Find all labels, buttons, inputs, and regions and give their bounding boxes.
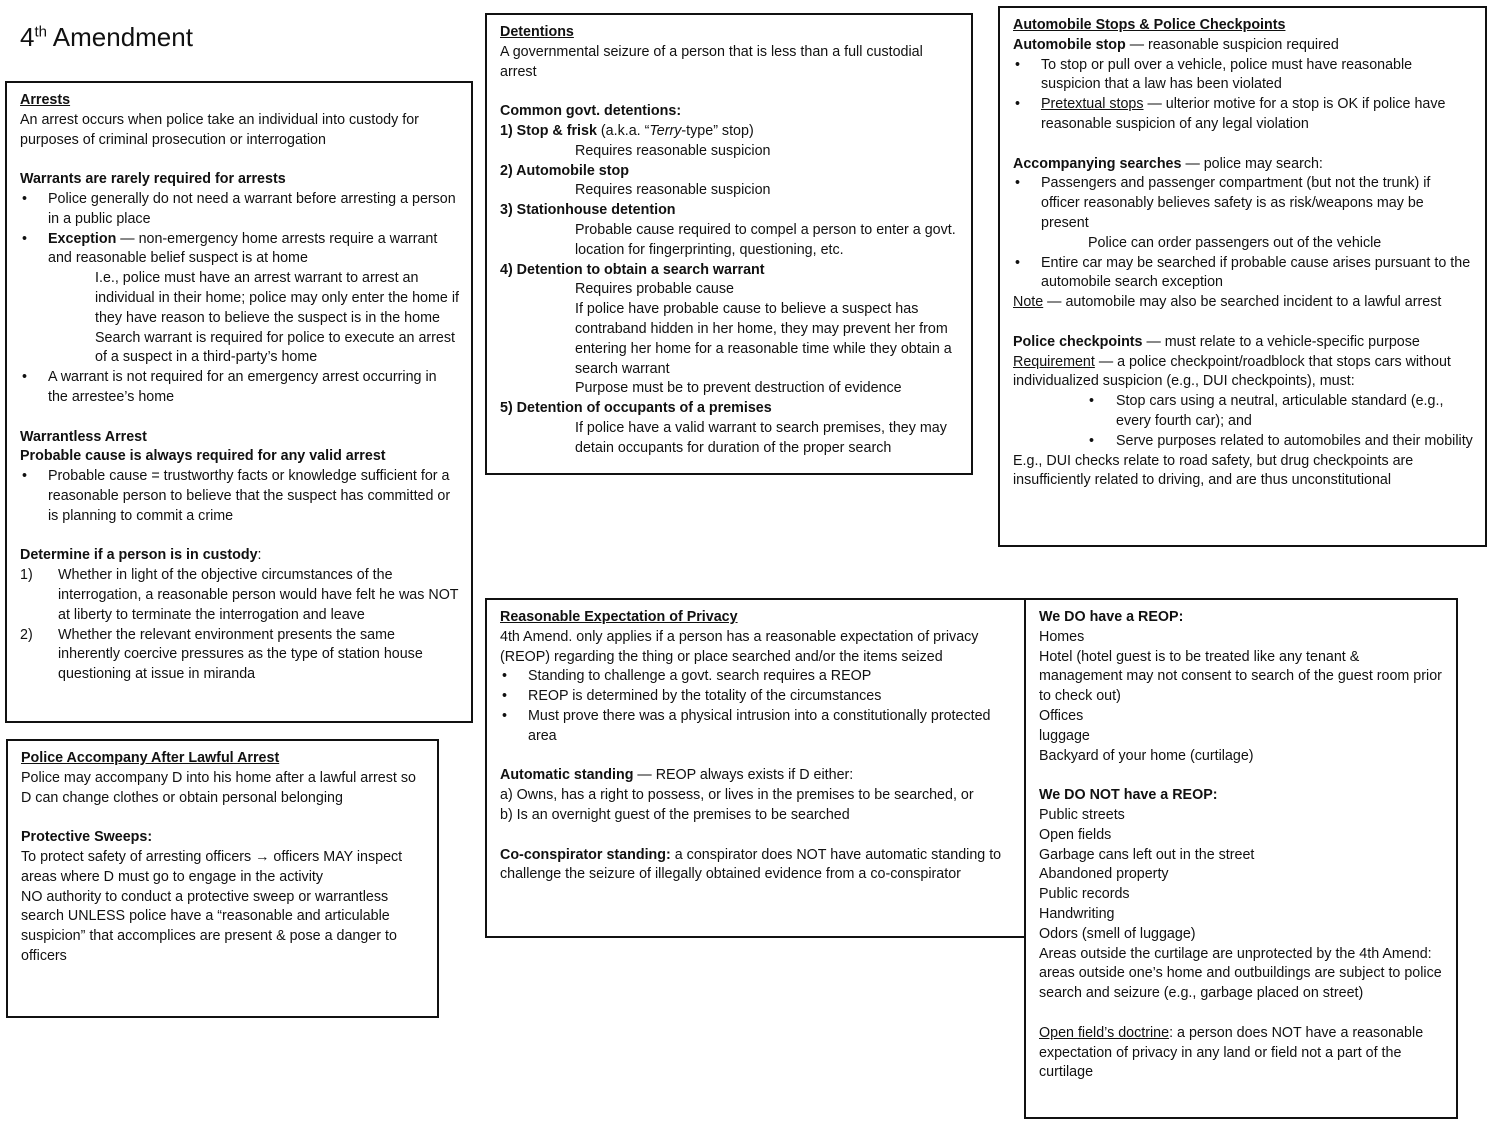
text-line [20, 546, 459, 566]
text-line [500, 162, 959, 182]
text-line [1013, 155, 1473, 175]
spacer [500, 747, 1012, 767]
text-line [20, 170, 459, 190]
automobile-stops-box [998, 6, 1487, 547]
emphasis-text: Requirement [1013, 353, 1095, 370]
text-line [500, 201, 959, 221]
text-line [20, 428, 459, 448]
body-text: — REOP always exists if D either: [633, 767, 854, 784]
text-line [21, 888, 425, 967]
section-heading: Automobile Stops & Police Checkpoints [1013, 17, 1286, 33]
body-text: Passengers and passenger compartment (but not the trunk) if officer reasonably believes safety is as risk/weapons may be present [1041, 175, 1431, 231]
body-text: -type” stop) [681, 122, 754, 139]
emphasis-text: Exception [48, 230, 117, 247]
text-line [1013, 234, 1473, 254]
text-line [1039, 727, 1444, 747]
bullet-item [500, 667, 1012, 687]
body-text: Police generally do not need a warrant before arresting a person in a public place [48, 190, 456, 227]
body-text: Whether the relevant environment presents the same inherently coercive pressures as the type of station house questioning at issue in miranda [58, 626, 423, 683]
body-text: Search warrant is required for police to execute an arrest of a suspect in a third-party’s home [95, 329, 455, 366]
body-text: Areas outside the curtilage are unprotected by the 4th Amend: areas outside one’s home and outbuildings are subject to police search and seizure (e.g., garbage placed on street) [1039, 945, 1442, 1002]
text-line [500, 142, 959, 162]
body-text: I.e., police must have an arrest warrant to arrest an individual in their home; police may only enter the home if they have reason to believe the suspect is in the home [95, 270, 459, 326]
emphasis-text: Note [1013, 294, 1044, 311]
emphasis-text: Police checkpoints [1013, 333, 1143, 350]
text-line [1013, 36, 1473, 56]
body-text: Probable cause = trustworthy facts or knowledge sufficient for a reasonable person to believe that the suspect has committed or is planning to commit a crime [48, 468, 451, 524]
text-line [1039, 885, 1444, 905]
body-text: a conspirator does NOT have automatic standing to challenge the seizure of illegally obtained evidence from a co-conspirator [500, 846, 1002, 883]
text-line [21, 749, 425, 769]
bullet-item [1013, 56, 1473, 96]
body-text: Requires reasonable suspicion [575, 182, 771, 199]
body-text: Police can order passengers out of the vehicle [1088, 234, 1382, 251]
spacer [1039, 1004, 1444, 1024]
emphasis-text: 4) Detention to obtain a search warrant [500, 261, 765, 278]
text-line [20, 447, 459, 467]
text-line [500, 628, 1012, 668]
bullet-item [500, 707, 1012, 747]
text-line [1039, 608, 1444, 628]
emphasis-text: Co-conspirator standing: [500, 846, 671, 863]
text-line [500, 766, 1012, 786]
body-text: Garbage cans left out in the street [1039, 846, 1255, 863]
text-line [500, 379, 959, 399]
spacer [500, 826, 1012, 846]
text-line [500, 300, 959, 379]
text-line [1013, 293, 1473, 313]
body-text: REOP is determined by the totality of the circumstances [528, 688, 882, 705]
section-heading: Detentions [500, 24, 574, 40]
emphasis-text: 3) Stationhouse detention [500, 202, 676, 219]
text-line [500, 261, 959, 281]
text-line [1039, 707, 1444, 727]
body-text: Offices [1039, 707, 1084, 724]
text-line [21, 848, 425, 888]
body-text: — automobile may also be searched incident to a lawful arrest [1043, 294, 1442, 311]
body-text: Entire car may be searched if probable cause arises pursuant to the automobile search exception [1041, 254, 1471, 291]
item-number: 2) [20, 626, 33, 643]
body-text: Purpose must be to prevent destruction of evidence [575, 380, 902, 397]
text-line [1039, 747, 1444, 767]
body-text: — must relate to a vehicle-specific purpose [1142, 333, 1420, 350]
body-text: : [257, 547, 262, 564]
body-text: Public records [1039, 886, 1130, 903]
emphasis-text: → [255, 848, 270, 865]
emphasis-text: 5) Detention of occupants of a premises [500, 400, 772, 417]
text-line [500, 181, 959, 201]
text-line [1039, 865, 1444, 885]
body-text: Public streets [1039, 806, 1125, 823]
text-line [1013, 333, 1473, 353]
text-line [20, 111, 459, 151]
body-text: A governmental seizure of a person that is less than a full custodial arrest [500, 43, 923, 80]
emphasis-text: 2) Automobile stop [500, 162, 629, 179]
body-text: Homes [1039, 628, 1085, 645]
body-text: Stop cars using a neutral, articulable standard (e.g., every fourth car); and [1116, 393, 1444, 429]
text-line [1039, 648, 1444, 707]
bullet-item [1013, 254, 1473, 294]
text-line [500, 786, 1012, 806]
bullet-item [1013, 432, 1473, 452]
body-text: a) Owns, has a right to possess, or lives in the premises to be searched, or [500, 787, 974, 804]
bullet-item [1013, 95, 1473, 135]
body-text: Police may accompany D into his home after a lawful arrest so D can change clothes or obtain personal belonging [21, 769, 416, 806]
body-text: officers MAY inspect areas where D must go to engage in the activity [21, 848, 403, 885]
body-text: Odors (smell of luggage) [1039, 925, 1196, 942]
bullet-item [20, 230, 459, 270]
text-line [1013, 16, 1473, 36]
numbered-item [20, 566, 459, 625]
emphasis-text: We DO NOT have a REOP: [1039, 787, 1218, 804]
body-text: Abandoned property [1039, 866, 1169, 883]
body-text: If police have probable cause to believe a suspect has contraband hidden in her home, they may prevent her from entering her home for a reasonable time while they obtain a search warrant [575, 301, 952, 377]
text-line [500, 280, 959, 300]
title-superscript: th [34, 23, 47, 41]
page-title [20, 22, 193, 53]
body-text: — a police checkpoint/roadblock that stops cars without individualized suspicion (e.g., DUI checkpoints), must: [1013, 353, 1451, 390]
emphasis-text: Open field’s doctrine [1039, 1024, 1170, 1041]
spacer [1039, 766, 1444, 786]
spacer [20, 150, 459, 170]
emphasis-text: Automobile stop [1013, 36, 1126, 53]
text-line [1039, 945, 1444, 1004]
text-line [20, 91, 459, 111]
emphasis-text: Warrants are rarely required for arrests [20, 171, 286, 188]
bullet-item [1013, 392, 1473, 432]
bullet-item [20, 190, 459, 230]
text-line [1013, 452, 1473, 492]
text-line [21, 828, 425, 848]
emphasis-text: 1) Stop & frisk [500, 122, 597, 139]
body-text: Requires probable cause [575, 281, 734, 298]
text-line [1039, 806, 1444, 826]
emphasis-text: We DO have a REOP: [1039, 609, 1184, 625]
emphasis-text: Protective Sweeps: [21, 829, 153, 846]
body-text: To protect safety of arresting officers [21, 848, 256, 865]
body-text: An arrest occurs when police take an individual into custody for purposes of criminal prosecution or interrogation [20, 111, 419, 148]
body-text: Standing to challenge a govt. search requires a REOP [528, 668, 872, 685]
section-heading: Arrests [20, 92, 71, 108]
body-text: If police have a valid warrant to search premises, they may detain occupants for duration of the proper search [575, 419, 947, 456]
text-line [1039, 925, 1444, 945]
item-number: 1) [20, 567, 33, 584]
spacer [21, 808, 425, 828]
section-heading: Police Accompany After Lawful Arrest [21, 750, 280, 766]
body-text: b) Is an overnight guest of the premises to be searched [500, 806, 850, 823]
text-line [500, 43, 959, 83]
body-text: Requires reasonable suspicion [575, 142, 771, 159]
bullet-item [500, 687, 1012, 707]
body-text: A warrant is not required for an emergency arrest occurring in the arrestee’s home [48, 369, 437, 405]
spacer [20, 408, 459, 428]
reop-examples-box [1024, 598, 1458, 1119]
spacer [500, 82, 959, 102]
text-line [500, 102, 959, 122]
text-line [500, 419, 959, 459]
emphasis-text: Automatic standing [500, 767, 634, 784]
arrests-box [5, 81, 473, 723]
body-text: Probable cause required to compel a person to enter a govt. location for fingerprinting, questioning, etc. [575, 221, 956, 258]
emphasis-text: Determine if a person is in custody [20, 547, 258, 564]
numbered-item [20, 626, 459, 685]
text-line [1039, 826, 1444, 846]
body-text: (a.k.a. “ [596, 122, 650, 139]
text-line [500, 806, 1012, 826]
spacer [20, 527, 459, 547]
body-text: — non-emergency home arrests require a warrant and reasonable belief suspect is at home [48, 230, 438, 267]
body-text: — reasonable suspicion required [1125, 36, 1339, 53]
text-line [1039, 628, 1444, 648]
text-line [500, 23, 959, 43]
bullet-item [20, 467, 459, 526]
text-line [20, 329, 459, 369]
body-text: To stop or pull over a vehicle, police must have reasonable suspicion that a law has been violated [1041, 56, 1413, 93]
title-text-rest: Amendment [46, 22, 193, 52]
body-text: E.g., DUI checks relate to road safety, but drug checkpoints are insufficiently related to driving, and are thus unconstitutional [1013, 452, 1414, 489]
bullet-item [20, 368, 459, 408]
text-line [1039, 905, 1444, 925]
text-line [21, 769, 425, 809]
body-text: Serve purposes related to automobiles and their mobility [1116, 432, 1473, 449]
emphasis-text: Pretextual stops [1041, 96, 1144, 113]
text-line [500, 399, 959, 419]
text-line [1039, 1024, 1444, 1083]
section-heading: Reasonable Expectation of Privacy [500, 609, 738, 625]
emphasis-text: Common govt. detentions: [500, 103, 682, 120]
spacer [1013, 313, 1473, 333]
body-text: Handwriting [1039, 905, 1115, 922]
text-line [1039, 786, 1444, 806]
body-text: NO authority to conduct a protective sweep or warrantless search UNLESS police have a “reasonable and articulable suspicion” that accomplices are present & pose a danger to officers [21, 888, 397, 964]
police-accompany-box [6, 739, 439, 1018]
body-text: — police may search: [1181, 155, 1323, 172]
text-line [1013, 353, 1473, 393]
body-text: Whether in light of the objective circumstances of the interrogation, a reasonable person would have felt he was NOT at liberty to terminate the interrogation and leave [58, 567, 459, 623]
text-line [20, 269, 459, 328]
body-text: 4th Amend. only applies if a person has a reasonable expectation of privacy (REOP) regarding the thing or place searched and/or the items seized [500, 628, 979, 665]
spacer [1013, 135, 1473, 155]
body-text: Backyard of your home (curtilage) [1039, 747, 1254, 764]
text-line [500, 221, 959, 261]
emphasis-text: Accompanying searches [1013, 155, 1182, 172]
body-text: : a person does NOT have a reasonable expectation of privacy in any land or field not a part of the curtilage [1039, 1024, 1424, 1081]
body-text: Open fields [1039, 826, 1112, 843]
text-line [500, 846, 1012, 886]
detentions-box [485, 13, 973, 475]
body-text: Hotel (hotel guest is to be treated like any tenant & management may not consent to search of the guest room prior to check out) [1039, 648, 1442, 705]
title-text: 4 [20, 22, 35, 52]
emphasis-text: Terry [649, 122, 682, 139]
body-text: — ulterior motive for a stop is OK if police have reasonable suspicion of any legal violation [1041, 96, 1446, 132]
text-line [500, 122, 959, 142]
body-text: Must prove there was a physical intrusion into a constitutionally protected area [528, 707, 991, 744]
emphasis-text: Warrantless Arrest [20, 428, 147, 445]
text-line [1039, 846, 1444, 866]
reop-box [485, 598, 1026, 938]
body-text: luggage [1039, 727, 1090, 744]
bullet-item [1013, 174, 1473, 233]
emphasis-text: Probable cause is always required for any valid arrest [20, 448, 386, 465]
text-line [500, 608, 1012, 628]
